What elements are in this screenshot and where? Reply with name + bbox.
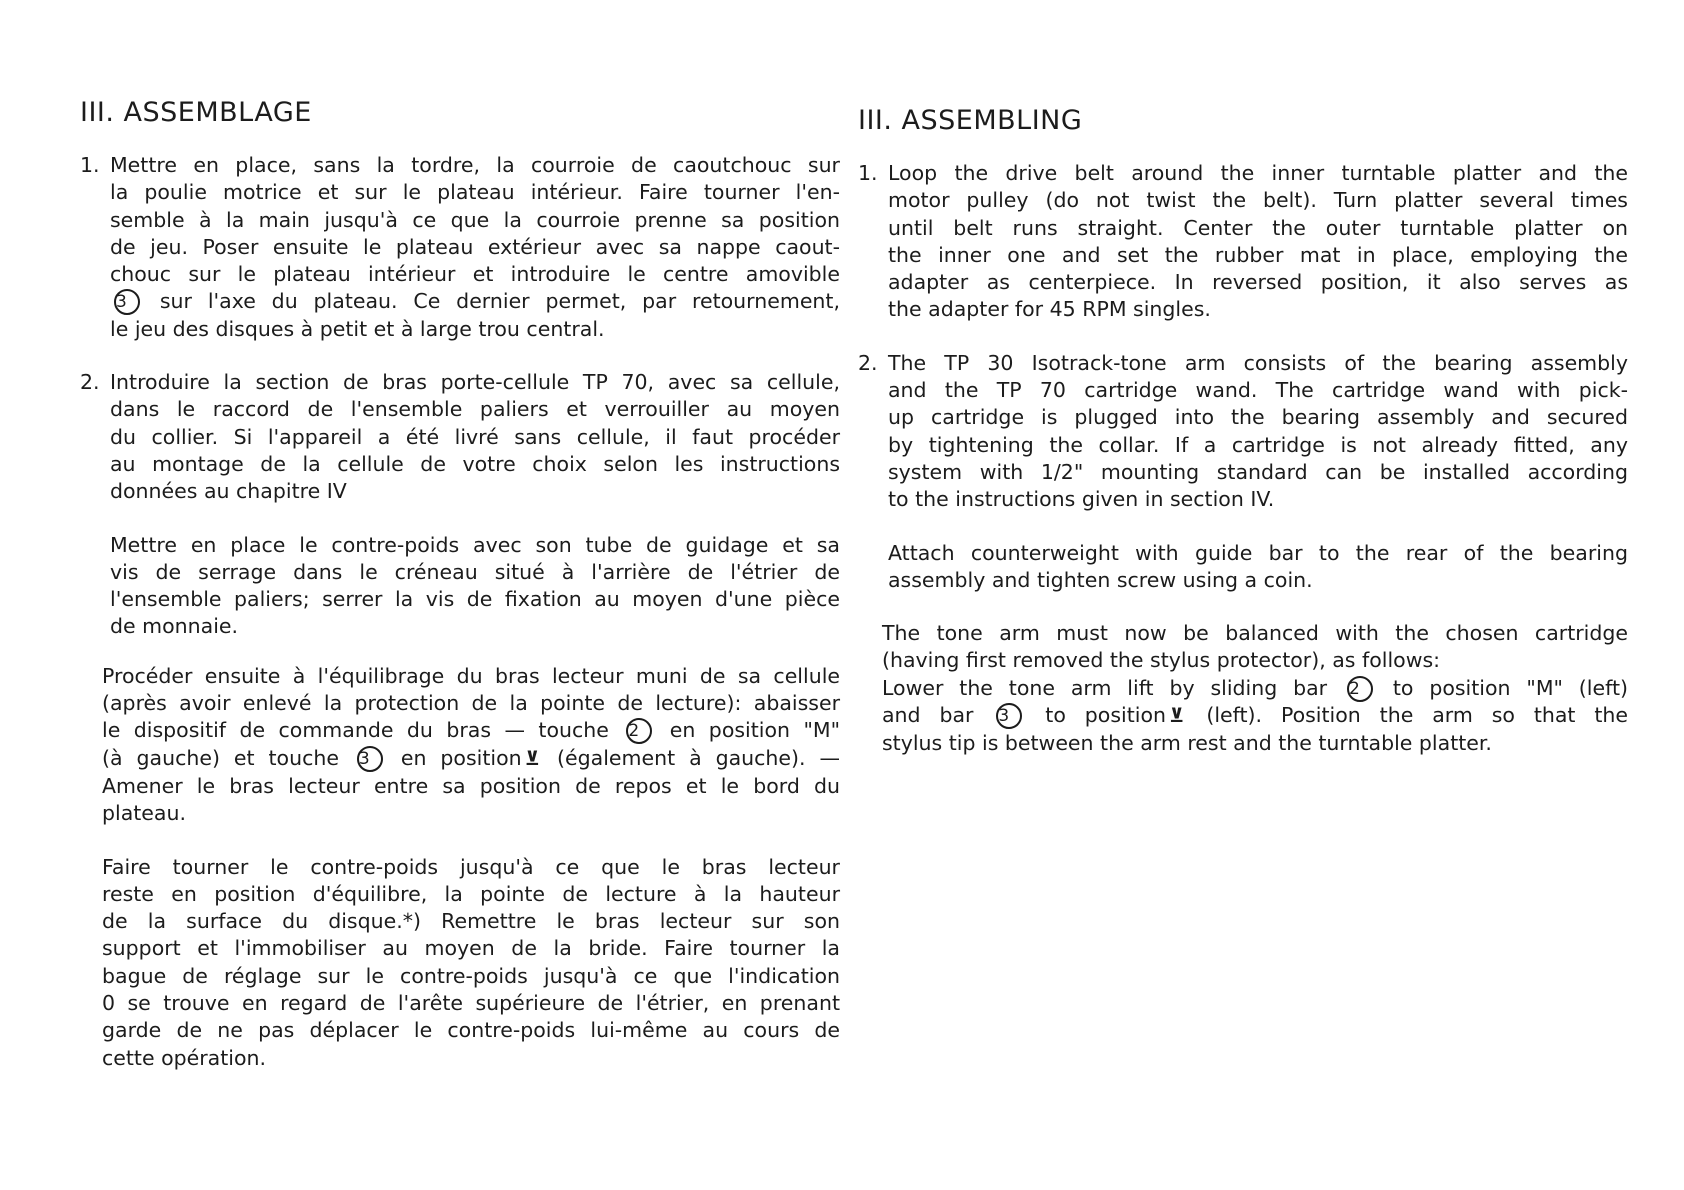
text-line: system with 1/2" mounting standard can be installed according <box>888 459 1628 484</box>
text-line: reste en position d'équilibre, la pointe de lecture à la hauteur <box>102 881 840 906</box>
text-line: 0 se trouve en regard de l'arête supérieure de l'étrier, en prenant <box>102 991 840 1016</box>
text-fragment: (également à gauche). — <box>557 745 840 770</box>
text-line: de la surface du disque.*) Remettre le bras lecteur sur son <box>102 909 840 934</box>
french-section-heading: III. ASSEMBLAGE <box>80 97 312 128</box>
text-line: Amener le bras lecteur entre sa position de repos et le bord du <box>102 773 840 798</box>
text-line <box>882 675 1628 702</box>
text-line: de monnaie. <box>110 614 239 639</box>
text-line: Loop the drive belt around the inner turntable platter and the <box>888 161 1628 185</box>
text-fragment: le dispositif de commande du bras — touche <box>102 718 609 743</box>
text-line: Attach counterweight with guide bar to the rear of the bearing <box>888 540 1628 565</box>
text-line <box>110 288 840 315</box>
text-line: Faire tourner le contre-poids jusqu'à ce que le bras lecteur <box>102 854 840 879</box>
text-line: Procéder ensuite à l'équilibrage du bras lecteur muni de sa cellule <box>102 663 840 688</box>
step-number: 2. <box>858 350 878 375</box>
text-line: (après avoir enlevé la protection de la pointe de lecture): abaisser <box>102 691 840 716</box>
english-step-1 <box>858 160 1628 324</box>
text-fragment: en position "M" <box>669 718 840 743</box>
text-line: by tightening the collar. If a cartridge is not already fitted, any <box>888 432 1628 457</box>
text-line: la poulie motrice et sur le plateau intérieur. Faire tourner l'en- <box>110 180 840 205</box>
text-fragment: to position <box>1045 703 1166 728</box>
circled-number-2-icon: 2 <box>626 718 652 744</box>
french-balance-paragraph <box>102 663 840 828</box>
text-line: until belt runs straight. Center the outer turntable platter on <box>888 215 1628 240</box>
text-line: données au chapitre IV <box>110 479 347 504</box>
text-line: Introduire la section de bras porte-cellule TP 70, avec sa cellule, <box>110 370 840 395</box>
lowered-position-icon: ⊻ <box>1168 705 1185 728</box>
text-line: and the TP 70 cartridge wand. The cartridge wand with pick- <box>888 378 1628 403</box>
text-line: semble à la main jusqu'à ce que la courroie prenne sa position <box>110 207 840 232</box>
step-number: 1. <box>80 153 100 177</box>
text-fragment: (à gauche) et touche <box>102 745 339 770</box>
text-line: The TP 30 Isotrack-tone arm consists of the bearing assembly <box>888 350 1628 375</box>
english-balance-paragraph <box>882 620 1628 757</box>
text-line: au montage de la cellule de votre choix selon les instructions <box>110 451 840 476</box>
step-text <box>110 369 840 505</box>
text-line: stylus tip is between the arm rest and the turntable platter. <box>882 731 1492 756</box>
text-line: vis de serrage dans le créneau situé à l'arrière de l'étrier de <box>110 559 840 584</box>
text-line <box>882 702 1628 730</box>
english-counterweight-paragraph <box>888 540 1628 595</box>
text-fragment: sur l'axe du plateau. Ce dernier permet, par retournement, <box>159 289 840 314</box>
text-line: adapter as centerpiece. In reversed position, it also serves as <box>888 270 1628 295</box>
text-line: the inner one and set the rubber mat in place, employing the <box>888 242 1628 267</box>
circled-number-2-icon: 2 <box>1347 676 1373 702</box>
text-line: assembly and tighten screw using a coin. <box>888 567 1313 592</box>
text-line <box>102 745 840 773</box>
text-line: Mettre en place le contre-poids avec son tube de guidage et sa <box>110 532 840 557</box>
text-fragment: en position <box>400 745 522 770</box>
text-line <box>102 717 840 744</box>
text-line: support et l'immobiliser au moyen de la bride. Faire tourner la <box>102 936 840 961</box>
text-fragment: to position "M" (left) <box>1392 675 1628 700</box>
text-line: (having first removed the stylus protector), as follows: <box>882 648 1441 673</box>
text-line: motor pulley (do not twist the belt). Turn platter several times <box>888 188 1628 213</box>
text-line: du collier. Si l'appareil a été livré sans cellule, il faut procéder <box>110 424 840 449</box>
text-fragment: (left). Position the arm so that the <box>1206 703 1628 728</box>
french-step-2 <box>80 369 840 505</box>
circled-number-3-icon: 3 <box>357 746 383 772</box>
circled-number-3-icon: 3 <box>114 289 140 315</box>
step-text <box>888 350 1628 514</box>
step-number: 2. <box>80 370 100 395</box>
text-line: le jeu des disques à petit et à large trou central. <box>110 316 605 341</box>
lowered-position-icon: ⊻ <box>524 747 541 770</box>
text-line: the adapter for 45 RPM singles. <box>888 297 1211 322</box>
english-step-2 <box>858 350 1628 514</box>
text-line: plateau. <box>102 801 186 826</box>
text-fragment: Lower the tone arm lift by sliding bar <box>882 675 1328 700</box>
french-column <box>80 96 840 1072</box>
text-line: de jeu. Poser ensuite le plateau extérieur avec sa nappe caout- <box>110 234 840 259</box>
text-line: up cartridge is plugged into the bearing assembly and secured <box>888 405 1628 430</box>
text-line: to the instructions given in section IV. <box>888 487 1275 512</box>
step-text <box>888 160 1628 324</box>
text-fragment: and bar <box>882 703 974 728</box>
text-line: chouc sur le plateau intérieur et introduire le centre amovible <box>110 262 840 287</box>
text-line: dans le raccord de l'ensemble paliers et verrouiller au moyen <box>110 397 840 422</box>
english-column <box>858 104 1628 758</box>
text-line: cette opération. <box>102 1045 267 1070</box>
text-line: The tone arm must now be balanced with the chosen cartridge <box>882 621 1628 646</box>
step-number: 1. <box>858 161 878 185</box>
text-line: bague de réglage sur le contre-poids jusqu'à ce que l'indication <box>102 963 840 988</box>
french-step-1 <box>80 152 840 343</box>
step-text <box>110 152 840 343</box>
text-line: garde de ne pas déplacer le contre-poids lui-même au cours de <box>102 1018 840 1043</box>
french-counterweight-paragraph <box>110 532 840 641</box>
text-line: l'ensemble paliers; serrer la vis de fixation au moyen d'une pièce <box>110 587 840 612</box>
english-section-heading: III. ASSEMBLING <box>858 105 1083 136</box>
french-rotate-paragraph <box>102 854 840 1072</box>
circled-number-3-icon: 3 <box>996 703 1022 729</box>
text-line: Mettre en place, sans la tordre, la courroie de caoutchouc sur <box>110 153 840 177</box>
